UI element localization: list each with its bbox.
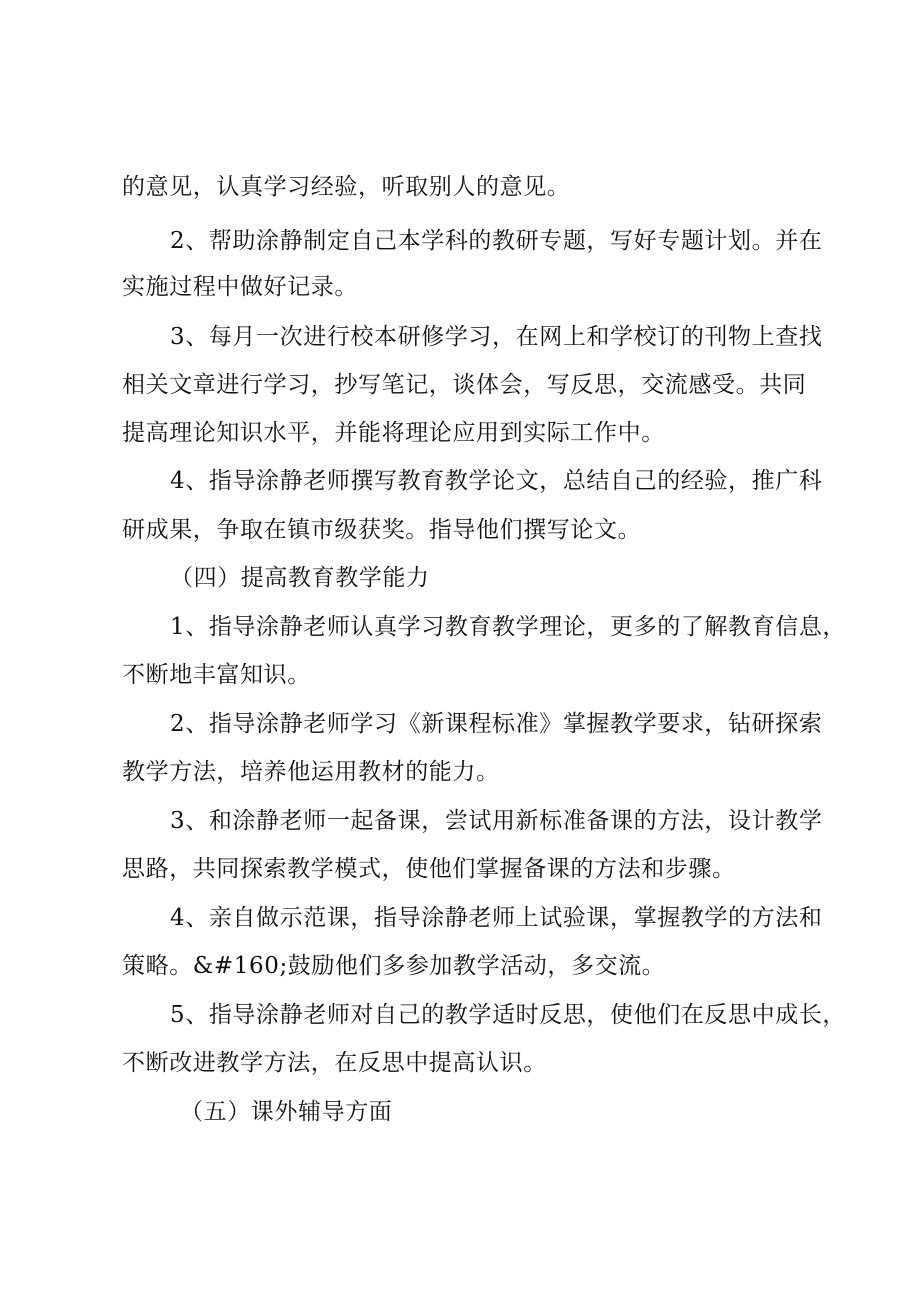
text-line: 研成果，争取在镇市级获奖。指导他们撰写论文。 — [122, 517, 642, 543]
text-line: 3、每月一次进行校本研修学习，在网上和学校订的刊物上查找 — [170, 324, 823, 350]
section-heading: （四）提高教育教学能力 — [170, 565, 430, 591]
text-line: 不断地丰富知识。 — [122, 662, 311, 688]
text-line: 2、指导涂静老师学习《新课程标准》掌握教学要求，钻研探索 — [170, 711, 823, 737]
text-line: 不断改进教学方法，在反思中提高认识。 — [122, 1050, 547, 1076]
text-line: 提高理论知识水平，并能将理论应用到实际工作中。 — [122, 420, 665, 446]
text-line: 1、指导涂静老师认真学习教育教学理论，更多的了解教育信息， — [170, 614, 847, 640]
text-line: 教学方法，培养他运用教材的能力。 — [122, 759, 500, 785]
text-line: 的意见，认真学习经验，听取别人的意见。 — [122, 174, 571, 200]
text-line: 4、指导涂静老师撰写教育教学论文，总结自己的经验，推广科 — [170, 468, 823, 494]
text-line: 2、帮助涂静制定自己本学科的教研专题，写好专题计划。并在 — [170, 228, 823, 254]
text-line: 3、和涂静老师一起备课，尝试用新标准备课的方法，设计教学 — [170, 808, 823, 834]
text-line: 4、亲自做示范课，指导涂静老师上试验课，掌握教学的方法和 — [170, 905, 823, 931]
text-line: 思路，共同探索教学模式，使他们掌握备课的方法和步骤。 — [122, 856, 736, 882]
text-line: 相关文章进行学习，抄写笔记，谈体会，写反思，交流感受。共同 — [122, 372, 807, 398]
text-line: 5、指导涂静老师对自己的教学适时反思，使他们在反思中成长， — [170, 1002, 847, 1028]
section-heading: （五）课外辅导方面 — [180, 1099, 393, 1125]
text-line: 策略。&#160;鼓励他们多参加教学活动，多交流。 — [122, 953, 666, 979]
text-line: 实施过程中做好记录。 — [122, 274, 358, 300]
